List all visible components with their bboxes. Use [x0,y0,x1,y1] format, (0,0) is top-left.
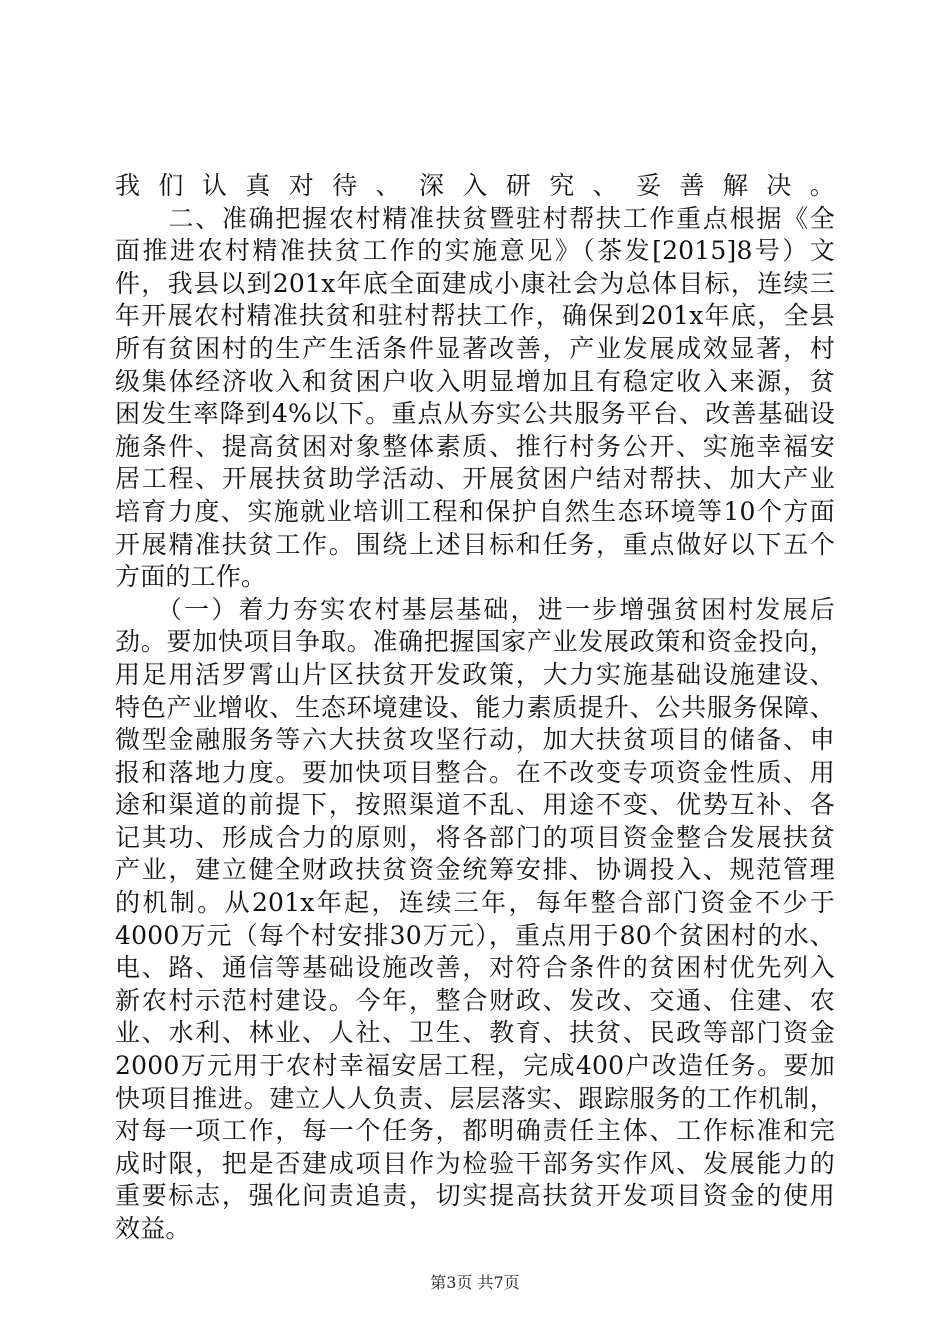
text-line: 困发生率降到4%以下。重点从夯实公共服务平台、改善基础设 [115,399,835,429]
page-footer: 第3页 共7页 [430,1273,520,1292]
text-line: 报和落地力度。要加快项目整合。在不改变专项资金性质、用 [115,757,835,787]
text-line: 居工程、开展扶贫助学活动、开展贫困户结对帮扶、加大产业 [115,464,835,494]
text-line: 施条件、提高贫困对象整体素质、推行村务公开、实施幸福安 [115,431,835,461]
text-line: 用足用活罗霄山片区扶贫开发政策，大力实施基础设施建设、 [115,659,835,689]
text-line: 业、水利、林业、人社、卫生、教育、扶贫、民政等部门资金 [115,1018,835,1048]
text-line: 途和渠道的前提下，按照渠道不乱、用途不变、优势互补、各 [115,790,835,820]
text-line: 微型金融服务等六大扶贫攻坚行动，加大扶贫项目的储备、申 [115,725,835,755]
text-line: 培育力度、实施就业培训工程和保护自然生态环境等10个方面 [115,496,835,526]
text-line: 2000万元用于农村幸福安居工程，完成400户改造任务。要加 [115,1051,835,1081]
text-line: 效益。 [115,1214,191,1243]
text-line: 特色产业增收、生态环境建设、能力素质提升、公共服务保障、 [115,692,835,722]
text-line: 记其功、形成合力的原则，将各部门的项目资金整合发展扶贫 [115,822,835,852]
text-line: 的机制。从201x年起，连续三年，每年整合部门资金不少于 [115,888,835,918]
body-text [115,170,835,1246]
text-line: 产业，建立健全财政扶贫资金统筹安排、协调投入、规范管理 [115,855,835,885]
text-line: 电、路、通信等基础设施改善，对符合条件的贫困村优先列入 [115,953,835,983]
text-line: 级集体经济收入和贫困户收入明显增加且有稳定收入来源，贫 [115,366,835,396]
text-line: 我们认真对待、深入研究、妥善解决。 [115,171,835,200]
text-line: 方面的工作。 [115,562,267,592]
text-line: 新农村示范村建设。今年，整合财政、发改、交通、住建、农 [115,985,835,1015]
text-line: 所有贫困村的生产生活条件显著改善，产业发展成效显著，村 [115,333,835,363]
text-line: 面推进农村精准扶贫工作的实施意见》（茶发[2015]8号）文 [115,236,835,266]
text-line: 开展精准扶贫工作。围绕上述目标和任务，重点做好以下五个 [115,529,835,559]
text-line: 件，我县以到201x年底全面建成小康社会为总体目标，连续三 [115,268,835,298]
text-line: 年开展农村精准扶贫和驻村帮扶工作，确保到201x年底，全县 [115,301,835,331]
text-line: （一）着力夯实农村基层基础，进一步增强贫困村发展后 [115,594,835,624]
text-line: 重要标志，强化问责追责，切实提高扶贫开发项目资金的使用 [115,1181,835,1211]
text-line: 劲。要加快项目争取。准确把握国家产业发展政策和资金投向， [115,627,835,657]
text-line: 4000万元（每个村安排30万元），重点用于80个贫困村的水、 [115,920,835,950]
text-line: 快项目推进。建立人人负责、层层落实、跟踪服务的工作机制， [115,1083,835,1113]
text-line: 对每一项工作，每一个任务，都明确责任主体、工作标准和完 [115,1116,835,1146]
text-line: 二、准确把握农村精准扶贫暨驻村帮扶工作重点根据《全 [115,203,835,233]
text-line: 成时限，把是否建成项目作为检验干部务实作风、发展能力的 [115,1148,835,1178]
